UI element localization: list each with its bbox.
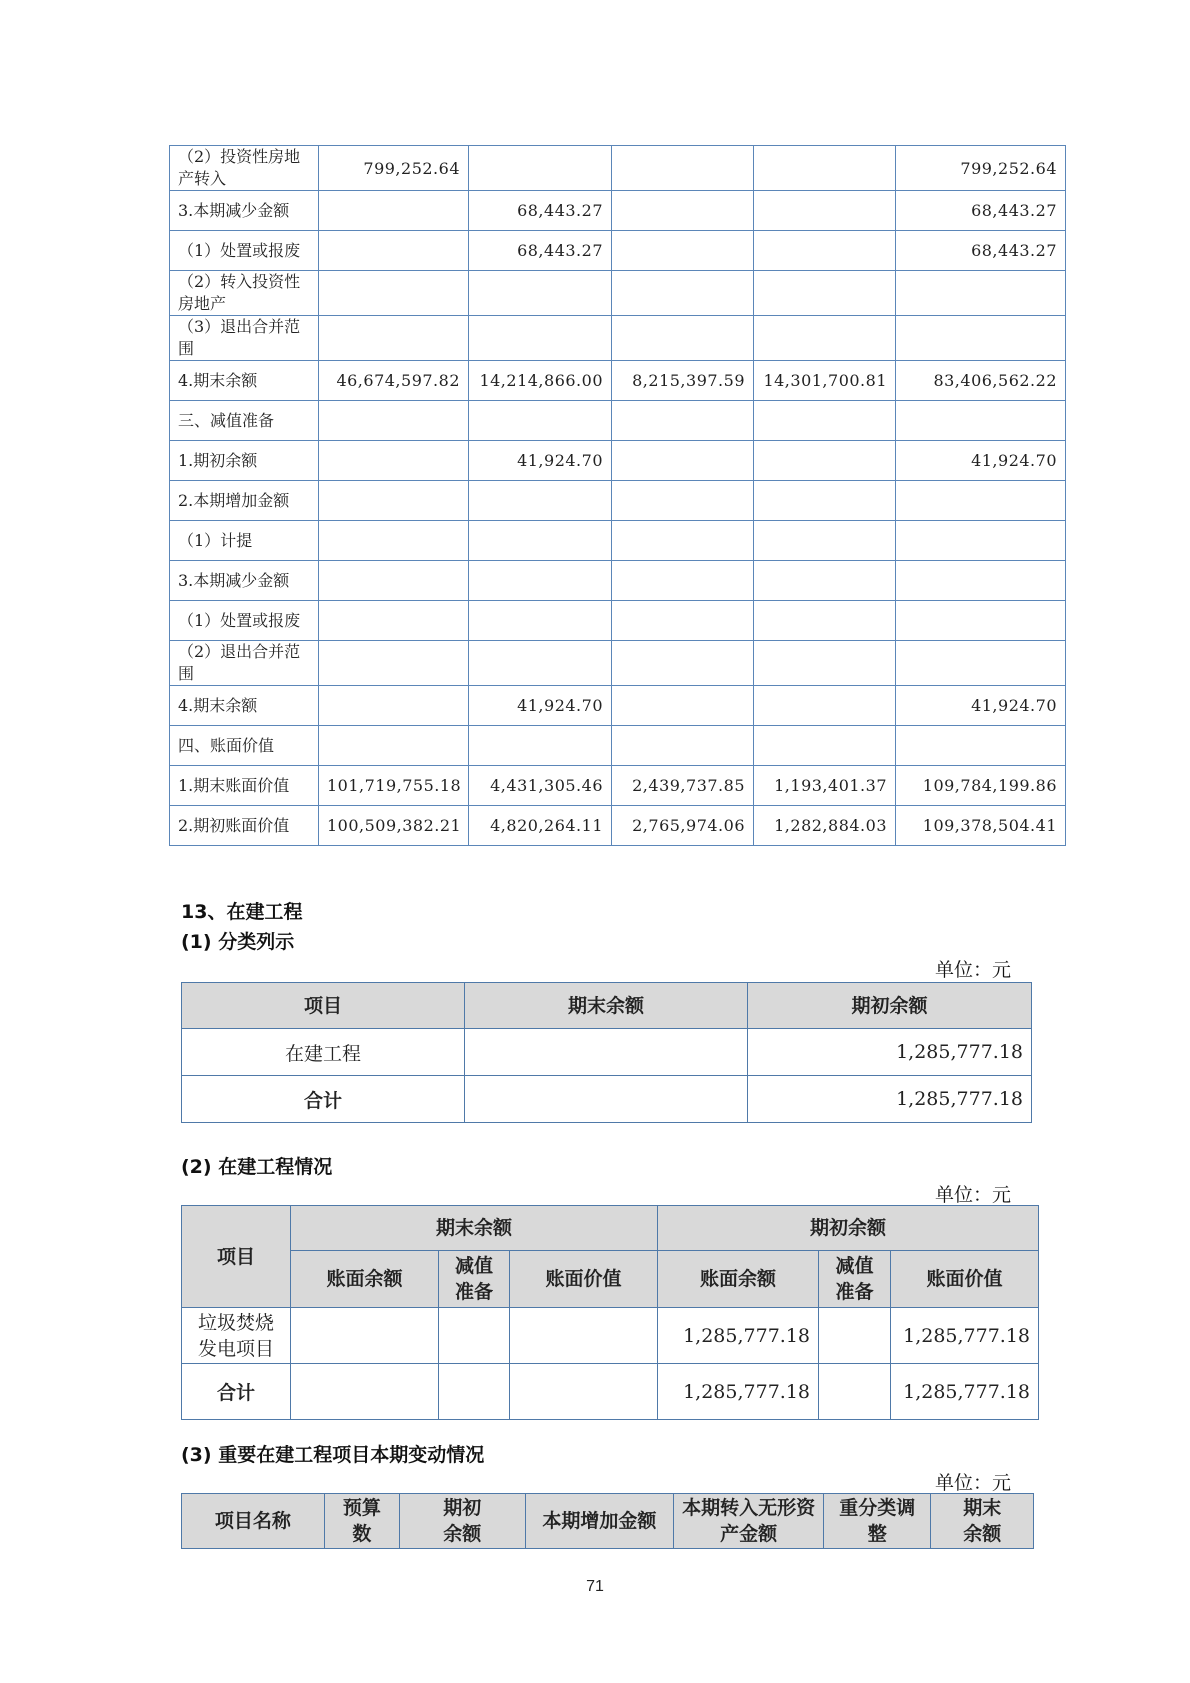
row-value-5: 83,406,562.22: [896, 361, 1066, 401]
table-row-total: [182, 1076, 1032, 1123]
row-value-3: [612, 231, 754, 271]
row-value-3: 2,439,737.85: [612, 766, 754, 806]
row-label: （1）处置或报废: [170, 601, 319, 641]
row-value-1: 101,719,755.18: [319, 766, 469, 806]
row-value-4: [754, 686, 896, 726]
row-end: [465, 1076, 748, 1123]
row-value-1: [319, 441, 469, 481]
subheader-book-value: 账面价值: [891, 1251, 1039, 1308]
row-value-5: 41,924.70: [896, 441, 1066, 481]
row-value-3: [612, 641, 754, 686]
major-cip-changes-table: [181, 1493, 1034, 1549]
header-budget: 预算数: [324, 1494, 399, 1549]
row-begin: 1,285,777.18: [748, 1029, 1032, 1076]
row-value-4: [754, 191, 896, 231]
table-header-row: [182, 983, 1032, 1029]
row-value-1: [319, 481, 469, 521]
row-label: 4.期末余额: [170, 686, 319, 726]
header-begin-balance: 期初余额: [748, 983, 1032, 1029]
row-value-1: 46,674,597.82: [319, 361, 469, 401]
row-value-4: [754, 641, 896, 686]
row-label: （1）处置或报废: [170, 231, 319, 271]
row-value-5: 109,784,199.86: [896, 766, 1066, 806]
table-row: [170, 726, 1066, 766]
row-c6: 1,285,777.18: [891, 1308, 1039, 1364]
table-row: [170, 191, 1066, 231]
row-value-2: [469, 481, 612, 521]
row-value-5: 109,378,504.41: [896, 806, 1066, 846]
table-row: [170, 641, 1066, 686]
row-value-2: 4,820,264.11: [469, 806, 612, 846]
row-value-3: [612, 316, 754, 361]
row-value-3: [612, 726, 754, 766]
header-begin-balance: 期初余额: [400, 1494, 526, 1549]
row-value-4: 1,193,401.37: [754, 766, 896, 806]
row-value-2: 41,924.70: [469, 441, 612, 481]
row-value-1: [319, 521, 469, 561]
row-value-1: [319, 191, 469, 231]
table-row: [170, 806, 1066, 846]
row-value-2: 41,924.70: [469, 686, 612, 726]
row-value-2: [469, 726, 612, 766]
row-value-5: [896, 316, 1066, 361]
row-value-3: [612, 686, 754, 726]
table-row: [170, 561, 1066, 601]
fixed-assets-table-body: [170, 146, 1066, 846]
row-value-5: [896, 601, 1066, 641]
row-value-5: 68,443.27: [896, 191, 1066, 231]
row-value-4: [754, 521, 896, 561]
subheader-book-balance: 账面余额: [658, 1251, 819, 1308]
header-begin-balance: 期初余额: [658, 1206, 1039, 1251]
row-value-1: [319, 601, 469, 641]
header-item: 项目: [182, 1206, 291, 1308]
row-value-4: [754, 316, 896, 361]
row-c3: [510, 1364, 658, 1420]
row-value-3: [612, 441, 754, 481]
row-value-2: 14,214,866.00: [469, 361, 612, 401]
header-increase: 本期增加金额: [525, 1494, 674, 1549]
row-value-5: [896, 561, 1066, 601]
header-reclassification: 重分类调整: [823, 1494, 931, 1549]
row-value-4: 1,282,884.03: [754, 806, 896, 846]
row-value-3: [612, 481, 754, 521]
table-row: [170, 686, 1066, 726]
page-number: 71: [586, 1578, 604, 1595]
row-value-4: [754, 231, 896, 271]
row-c2: [439, 1364, 510, 1420]
row-value-2: [469, 521, 612, 561]
row-value-1: [319, 561, 469, 601]
unit-label: 单位：元: [935, 1184, 1012, 1206]
header-end-balance: 期末余额: [291, 1206, 658, 1251]
row-value-4: [754, 561, 896, 601]
row-c5: [819, 1364, 891, 1420]
row-value-5: [896, 481, 1066, 521]
row-value-5: [896, 401, 1066, 441]
row-label: 2.期初账面价值: [170, 806, 319, 846]
header-end-balance: 期末余额: [931, 1494, 1034, 1549]
row-label: （2）投资性房地产转入: [170, 146, 319, 191]
row-c6: 1,285,777.18: [891, 1364, 1039, 1420]
row-value-2: [469, 316, 612, 361]
row-value-1: [319, 271, 469, 316]
fixed-assets-table: [169, 145, 1066, 846]
row-value-3: [612, 401, 754, 441]
row-value-3: [612, 146, 754, 191]
row-value-3: [612, 601, 754, 641]
row-value-2: [469, 641, 612, 686]
row-item: 合计: [182, 1364, 291, 1420]
table-row: [170, 766, 1066, 806]
table-row: [170, 316, 1066, 361]
row-value-2: 4,431,305.46: [469, 766, 612, 806]
subheader-book-value: 账面价值: [510, 1251, 658, 1308]
row-c2: [439, 1308, 510, 1364]
row-value-1: [319, 316, 469, 361]
row-value-2: [469, 146, 612, 191]
row-value-3: [612, 271, 754, 316]
row-end: [465, 1029, 748, 1076]
table-row-total: [182, 1364, 1039, 1420]
row-value-4: [754, 146, 896, 191]
row-value-1: 100,509,382.21: [319, 806, 469, 846]
row-label: 四、账面价值: [170, 726, 319, 766]
row-value-4: 14,301,700.81: [754, 361, 896, 401]
row-value-4: [754, 441, 896, 481]
row-value-2: [469, 561, 612, 601]
row-value-4: [754, 481, 896, 521]
subsection-2-title: (2) 在建工程情况: [181, 1156, 333, 1178]
cip-classification-table: [181, 982, 1032, 1123]
row-value-4: [754, 401, 896, 441]
row-value-2: [469, 601, 612, 641]
row-c4: 1,285,777.18: [658, 1364, 819, 1420]
table-row: [170, 601, 1066, 641]
row-value-1: [319, 726, 469, 766]
row-c5: [819, 1308, 891, 1364]
row-label: （2）退出合并范围: [170, 641, 319, 686]
header-transfer-intangible: 本期转入无形资产金额: [674, 1494, 824, 1549]
row-value-5: [896, 271, 1066, 316]
subsection-1-title: (1) 分类列示: [181, 931, 295, 953]
row-c3: [510, 1308, 658, 1364]
row-c1: [291, 1364, 439, 1420]
row-value-3: [612, 561, 754, 601]
header-item: 项目: [182, 983, 465, 1029]
row-value-2: 68,443.27: [469, 191, 612, 231]
subsection-3-title: (3) 重要在建工程项目本期变动情况: [181, 1444, 485, 1466]
row-begin: 1,285,777.18: [748, 1076, 1032, 1123]
cip-details-table: [181, 1205, 1039, 1420]
row-value-5: [896, 726, 1066, 766]
row-value-4: [754, 726, 896, 766]
row-label: （3）退出合并范围: [170, 316, 319, 361]
row-label: 2.本期增加金额: [170, 481, 319, 521]
row-value-3: 8,215,397.59: [612, 361, 754, 401]
row-value-5: [896, 521, 1066, 561]
row-value-2: 68,443.27: [469, 231, 612, 271]
unit-label: 单位：元: [935, 1472, 1012, 1494]
row-label: （1）计提: [170, 521, 319, 561]
table-row: [170, 231, 1066, 271]
table-row: [170, 361, 1066, 401]
row-value-5: 41,924.70: [896, 686, 1066, 726]
row-value-1: [319, 686, 469, 726]
row-value-5: 799,252.64: [896, 146, 1066, 191]
row-value-4: [754, 271, 896, 316]
table-header-row: [182, 1494, 1034, 1549]
row-item: 合计: [182, 1076, 465, 1123]
row-value-3: 2,765,974.06: [612, 806, 754, 846]
table-row: [170, 271, 1066, 316]
row-label: 三、减值准备: [170, 401, 319, 441]
table-row: [170, 401, 1066, 441]
row-value-1: [319, 641, 469, 686]
header-project-name: 项目名称: [182, 1494, 325, 1549]
row-label: 1.期末账面价值: [170, 766, 319, 806]
table-row: [170, 146, 1066, 191]
row-label: （2）转入投资性房地产: [170, 271, 319, 316]
subheader-impairment: 减值准备: [439, 1251, 510, 1308]
row-item: 垃圾焚烧发电项目: [182, 1308, 291, 1364]
table-row: [182, 1308, 1039, 1364]
row-value-1: 799,252.64: [319, 146, 469, 191]
row-value-2: [469, 271, 612, 316]
row-label: 4.期末余额: [170, 361, 319, 401]
row-value-2: [469, 401, 612, 441]
row-value-1: [319, 231, 469, 271]
table-header-row: [182, 1206, 1039, 1251]
row-value-5: 68,443.27: [896, 231, 1066, 271]
unit-label: 单位：元: [935, 959, 1012, 981]
subheader-book-balance: 账面余额: [291, 1251, 439, 1308]
row-c4: 1,285,777.18: [658, 1308, 819, 1364]
subheader-impairment: 减值准备: [819, 1251, 891, 1308]
section-13-title: 13、在建工程: [181, 901, 303, 923]
table-row: [170, 521, 1066, 561]
table-row: [170, 441, 1066, 481]
table-row: [170, 481, 1066, 521]
table-row: [182, 1029, 1032, 1076]
row-c1: [291, 1308, 439, 1364]
row-label: 3.本期减少金额: [170, 561, 319, 601]
row-label: 1.期初余额: [170, 441, 319, 481]
table-subheader-row: [182, 1251, 1039, 1308]
header-end-balance: 期末余额: [465, 983, 748, 1029]
row-value-3: [612, 191, 754, 231]
row-value-1: [319, 401, 469, 441]
row-item: 在建工程: [182, 1029, 465, 1076]
row-value-3: [612, 521, 754, 561]
row-value-5: [896, 641, 1066, 686]
row-label: 3.本期减少金额: [170, 191, 319, 231]
row-value-4: [754, 601, 896, 641]
